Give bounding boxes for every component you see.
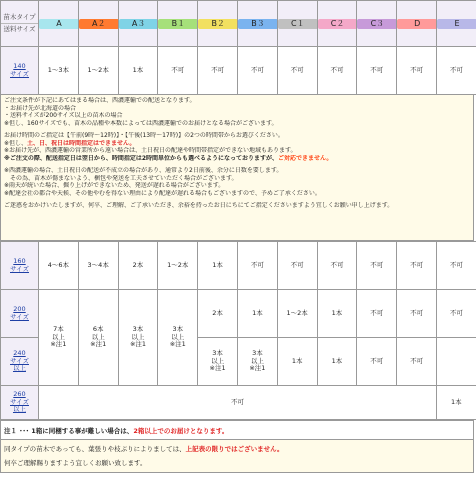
type-chip-c1: C１ <box>278 19 317 29</box>
cell-merged: 6本 以上 ※注1 <box>78 290 118 386</box>
cell: 不可 <box>277 242 317 290</box>
cell: 1本 <box>237 290 277 338</box>
cell: 3〜4本 <box>78 242 118 290</box>
cell: 1本 <box>118 47 158 95</box>
cell: 1〜2本 <box>158 242 198 290</box>
note-line: ※西濃運輸の場合、土日祝日の配送が不成立の場合があり、通常より2日前後、余分に日数を要します。 <box>4 167 283 174</box>
type-chip-b2: B２ <box>198 19 237 29</box>
cell: 不可 <box>357 47 397 95</box>
size-260-link[interactable] <box>1 386 39 420</box>
cell: 不可 <box>397 338 437 386</box>
type-chip-a: A <box>39 19 78 29</box>
cell: 4〜6本 <box>39 242 79 290</box>
cell: 不可 <box>158 47 198 95</box>
size-140-link[interactable] <box>1 47 39 95</box>
footnote-2 <box>0 440 474 473</box>
cell: 不可 <box>357 242 397 290</box>
size-240-text[interactable]: 240 サイズ 以上 <box>10 349 29 373</box>
cell: 不可 <box>237 242 277 290</box>
cell: 不可 <box>357 290 397 338</box>
type-label: 苗木タイプ <box>1 12 38 24</box>
footnote-text: 注１ ･･･ 1箱に同梱する事が難しい場合は、 <box>4 427 134 435</box>
cell: 不可 <box>397 290 437 338</box>
cell: 1本 <box>277 338 317 386</box>
cell: 不可 <box>397 47 437 95</box>
size-240-link[interactable] <box>1 338 39 386</box>
cell: 不可 <box>397 242 437 290</box>
cell: 1本 <box>436 386 476 420</box>
cell: 1〜3本 <box>39 47 79 95</box>
note-line: ※但し、160サイズでも、苗木の品種や本数によっては西濃運輸でのお届けとなる場合がございます。 <box>4 119 278 127</box>
type-chip-b3: B３ <box>238 19 277 29</box>
size-140-text[interactable]: 140 サイズ <box>10 62 29 78</box>
size-160-link[interactable] <box>1 242 39 290</box>
note-line: ・送料サイズが200サイズ以上の苗木の場合 <box>4 112 123 119</box>
footnote-text: 何卒ご理解賜りますよう宜しくお願い致します。 <box>4 459 147 467</box>
note-line: ・お届け先が北海道の場合 <box>4 104 77 112</box>
cell: 不可 <box>436 242 476 290</box>
cell: 不可 <box>277 47 317 95</box>
note-line: ※配達会社の都合や天候、その他やむを得ない理由により配達が遅れる場合もございますので、予めご了承ください。 <box>4 189 321 197</box>
cell: 不可 <box>317 242 357 290</box>
cell: 1〜2本 <box>78 47 118 95</box>
cell: 1本 <box>317 338 357 386</box>
type-chip-c2: C２ <box>318 19 357 29</box>
shipping-table <box>0 0 476 95</box>
note-line: ※お届け先が、西濃運輸の営業所から遠い場合は、土日祝日の配達や時間帯指定ができない地域もあります。 <box>4 147 297 154</box>
cell-merged: 3本 以上 ※注1 <box>118 290 158 386</box>
shipping-notes <box>0 95 474 241</box>
note-line: その為、苗木が傷まないよう、梱包や発送を工夫させていただく場合がございます。 <box>4 174 238 182</box>
type-chip-e: E <box>437 19 476 29</box>
type-chip-d: D <box>397 19 436 29</box>
type-chip-a2: A２ <box>79 19 118 29</box>
note-warning: 土、日、祝日は時間指定はできません。 <box>27 139 136 147</box>
cell <box>436 338 476 386</box>
note-line: ※但し、土、日、祝日は時間指定はできません。 <box>4 139 136 147</box>
cell: 不可 <box>198 47 238 95</box>
type-chip-b1: B１ <box>158 19 197 29</box>
shipping-table-lower <box>0 241 476 420</box>
cell-merged: 7本 以上 ※注1 <box>39 290 79 386</box>
note-line: ご迷惑をおかけいたしますが、何卒、ご理解、ご了承いただき、余裕を持ったお日にちにてご指定くださいますよう宜しくお願い申し上げます。 <box>4 202 394 209</box>
cell: 1本 <box>317 290 357 338</box>
type-chip-c3: C３ <box>357 19 396 29</box>
cell: 不可 <box>357 338 397 386</box>
type-chip-a3: A３ <box>119 19 158 29</box>
size-label: 送料サイズ <box>3 25 36 33</box>
note-warning: ご対応できません。 <box>278 154 333 162</box>
footnote-1 <box>0 420 474 440</box>
footnote-warning: 上記表の限りではございません。 <box>185 445 284 453</box>
cell: 2本 <box>198 290 238 338</box>
type-size-label <box>1 1 39 47</box>
cell: 不可 <box>436 290 476 338</box>
footnote-warning: 2箱以上でのお届けとなります。 <box>133 427 229 435</box>
size-200-text[interactable]: 200 サイズ <box>10 305 29 321</box>
note-line: お届け時間のご指定は【午前(9時〜12時)】・【午後(13時〜17時)】の2つの時間帯からお選びください。 <box>4 132 284 139</box>
cell: 不可 <box>436 47 476 95</box>
cell: 3本 以上 ※注1 <box>237 338 277 386</box>
note-line: ご注文条件が下記にあてはまる場合は、西濃運輸での配送となります。 <box>4 97 196 104</box>
cell: 1本 <box>198 242 238 290</box>
cell-merged: 3本 以上 ※注1 <box>158 290 198 386</box>
size-160-text[interactable]: 160 サイズ <box>10 257 29 273</box>
cell: 2本 <box>118 242 158 290</box>
note-line: ※ご注文の際、配送指定日は翌日から、時間指定は2時間単位からも選べるようになっておりますが、ご対応できません。 <box>4 154 333 162</box>
footnote-text: 同タイプの苗木であっても、葉張りや枝ぶりによりましては、 <box>4 445 186 453</box>
size-200-link[interactable] <box>1 290 39 338</box>
cell: 3本 以上 ※注1 <box>198 338 238 386</box>
size-260-text[interactable]: 260 サイズ 以上 <box>10 390 29 414</box>
cell: 1〜2本 <box>277 290 317 338</box>
cell-merged-wide: 不可 <box>39 386 437 420</box>
cell: 不可 <box>237 47 277 95</box>
note-line: ※雨天が続いた場合、掘り上げができないため、発送が遅れる場合がございます。 <box>4 182 225 189</box>
cell: 不可 <box>317 47 357 95</box>
